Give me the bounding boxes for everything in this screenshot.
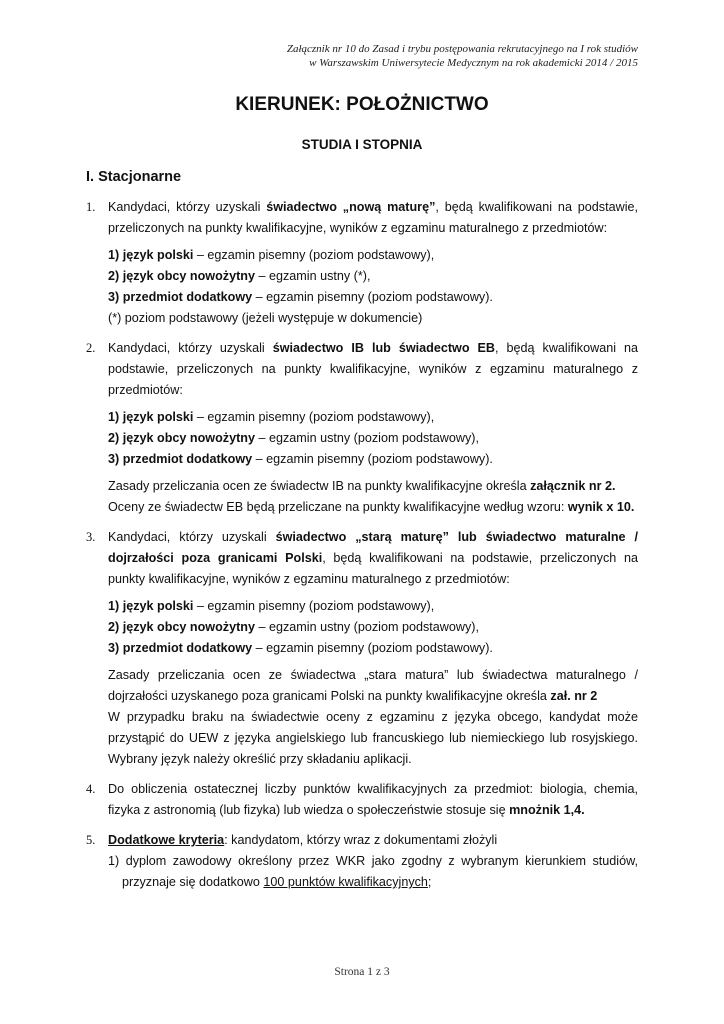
subject-detail: – egzamin pisemny (poziom podstawowy),: [193, 248, 435, 262]
subject-line: [108, 407, 638, 428]
rule-line: [108, 665, 638, 707]
underlined-text: 100 punktów kwalifikacyjnych: [263, 875, 428, 889]
subject-name: 2) język obcy nowożytny: [108, 269, 255, 283]
text: Zasady przeliczania ocen ze świadectwa „stara matura” lub świadectwa maturalnego / dojrzałości uzyskanego poza granicami Polski na punkty kwalifikacyjne określa: [108, 668, 638, 703]
text: , będą kwalifikowani na podstawie, przeliczonych na punkty kwalifikacyjne, wyników z egzaminu maturalnego z przedmiotów:: [108, 551, 638, 586]
conversion-rules: [108, 665, 638, 770]
text: 1) dyplom zawodowy określony przez WKR jako zgodny z wybranym kierunkiem studiów, przyznaje się dodatkowo: [108, 854, 638, 889]
subject-line: [108, 449, 638, 470]
subject-name: 3) przedmiot dodatkowy: [108, 641, 253, 655]
underlined-bold-text: Dodatkowe kryteria: [108, 833, 225, 847]
list-item-5: [86, 830, 638, 893]
subject-detail: – egzamin pisemny (poziom podstawowy).: [252, 290, 493, 304]
subject-list: [108, 596, 638, 659]
subject-line: [108, 638, 638, 659]
subject-line: [108, 266, 638, 287]
rule-line: [108, 476, 638, 497]
text: Kandydaci, którzy uzyskali: [108, 200, 267, 214]
rule-line: W przypadku braku na świadectwie oceny z egzaminu z języka obcego, kandydat może przystąpić do UEW z języka angielskiego lub francuskiego lub niemieckiego lub rosyjskiego. Wybrany język należy określić przy składaniu aplikacji.: [108, 710, 638, 766]
item-number: 1.: [86, 200, 96, 214]
subject-detail: – egzamin pisemny (poziom podstawowy).: [252, 641, 493, 655]
item-paragraph: [108, 527, 638, 590]
subject-detail: – egzamin pisemny (poziom podstawowy).: [252, 452, 493, 466]
bold-text: załącznik nr 2.: [530, 479, 616, 493]
subject-name: 1) język polski: [108, 248, 194, 262]
list-item-3: [86, 527, 638, 770]
subject-name: 1) język polski: [108, 599, 194, 613]
document-header: [287, 42, 638, 70]
subject-name: 3) przedmiot dodatkowy: [108, 452, 253, 466]
text: , będą kwalifikowani na podstawie, przeliczonych na punkty kwalifikacyjne, wyników z egzaminu maturalnego z przedmiotów:: [108, 200, 638, 235]
text: : kandydatom, którzy wraz z dokumentami złożyli: [224, 833, 498, 847]
page-title: KIERUNEK: POŁOŻNICTWO: [235, 94, 489, 115]
sub-item-1: [108, 851, 638, 893]
text: Kandydaci, którzy uzyskali: [108, 341, 273, 355]
footnote: (*) poziom podstawowy (jeżeli występuje w dokumencie): [108, 311, 423, 325]
item-number: 2.: [86, 341, 96, 355]
bold-text: zał. nr 2: [550, 689, 598, 703]
list-item-1: [86, 197, 638, 329]
requirements-list: [86, 197, 638, 902]
header-line-1: Załącznik nr 10 do Zasad i trybu postępowania rekrutacyjnego na I rok studiów: [286, 43, 638, 55]
rule-line: [108, 497, 638, 518]
bold-text: świadectwo „starą maturę” lub świadectwo maturalne / dojrzałości poza granicami Polski: [108, 530, 638, 565]
bold-text: świadectwo IB lub świadectwo EB: [272, 341, 496, 355]
text: ;: [427, 875, 432, 889]
subject-line: [108, 428, 638, 449]
subject-list: [108, 407, 638, 470]
subject-line: [108, 617, 638, 638]
subject-name: 1) język polski: [108, 410, 194, 424]
page-subtitle: STUDIA I STOPNIA: [301, 137, 423, 152]
subject-detail: – egzamin ustny (*),: [254, 269, 371, 283]
item-paragraph: [108, 779, 638, 821]
item-paragraph: [108, 338, 638, 401]
item-paragraph: [108, 197, 638, 239]
bold-text: mnożnik 1,4.: [509, 803, 585, 817]
subject-list: [108, 245, 638, 329]
text: Oceny ze świadectw EB będą przeliczane na punkty kwalifikacyjne według wzoru:: [108, 500, 568, 514]
list-item-4: [86, 779, 638, 821]
subject-detail: – egzamin ustny (poziom podstawowy),: [254, 620, 479, 634]
bold-text: wynik x 10.: [567, 500, 635, 514]
item-paragraph: [108, 830, 638, 851]
subject-line: [108, 245, 638, 266]
subject-detail: – egzamin pisemny (poziom podstawowy),: [193, 410, 435, 424]
subject-line: [108, 287, 638, 308]
list-item-2: [86, 338, 638, 518]
subject-line: [108, 596, 638, 617]
page-number: Strona 1 z 3: [334, 966, 390, 978]
header-line-2: w Warszawskim Uniwersytecie Medycznym na rok akademicki 2014 / 2015: [309, 57, 638, 69]
subject-name: 3) przedmiot dodatkowy: [108, 290, 253, 304]
item-number: 5.: [86, 833, 96, 847]
item-number: 4.: [86, 782, 96, 796]
bold-text: świadectwo „nową maturę”: [266, 200, 436, 214]
subject-name: 2) język obcy nowożytny: [108, 620, 255, 634]
subject-detail: – egzamin ustny (poziom podstawowy),: [254, 431, 479, 445]
conversion-rules: [108, 476, 638, 518]
item-number: 3.: [86, 530, 96, 544]
text: Kandydaci, którzy uzyskali: [108, 530, 276, 544]
section-heading: I. Stacjonarne: [86, 169, 182, 185]
text: , będą kwalifikowani na podstawie, przeliczonych na punkty kwalifikacyjne, wyników z egzaminu maturalnego z przedmiotów:: [108, 341, 639, 397]
subject-detail: – egzamin pisemny (poziom podstawowy),: [193, 599, 435, 613]
text: Zasady przeliczania ocen ze świadectw IB na punkty kwalifikacyjne określa: [108, 479, 531, 493]
subject-name: 2) język obcy nowożytny: [108, 431, 255, 445]
text: Do obliczenia ostatecznej liczby punktów kwalifikacyjnych za przedmiot: biologia, chemia, fizyka z astronomią (lub fizyka) lub wiedza o społeczeństwie stosuje się: [108, 782, 638, 817]
